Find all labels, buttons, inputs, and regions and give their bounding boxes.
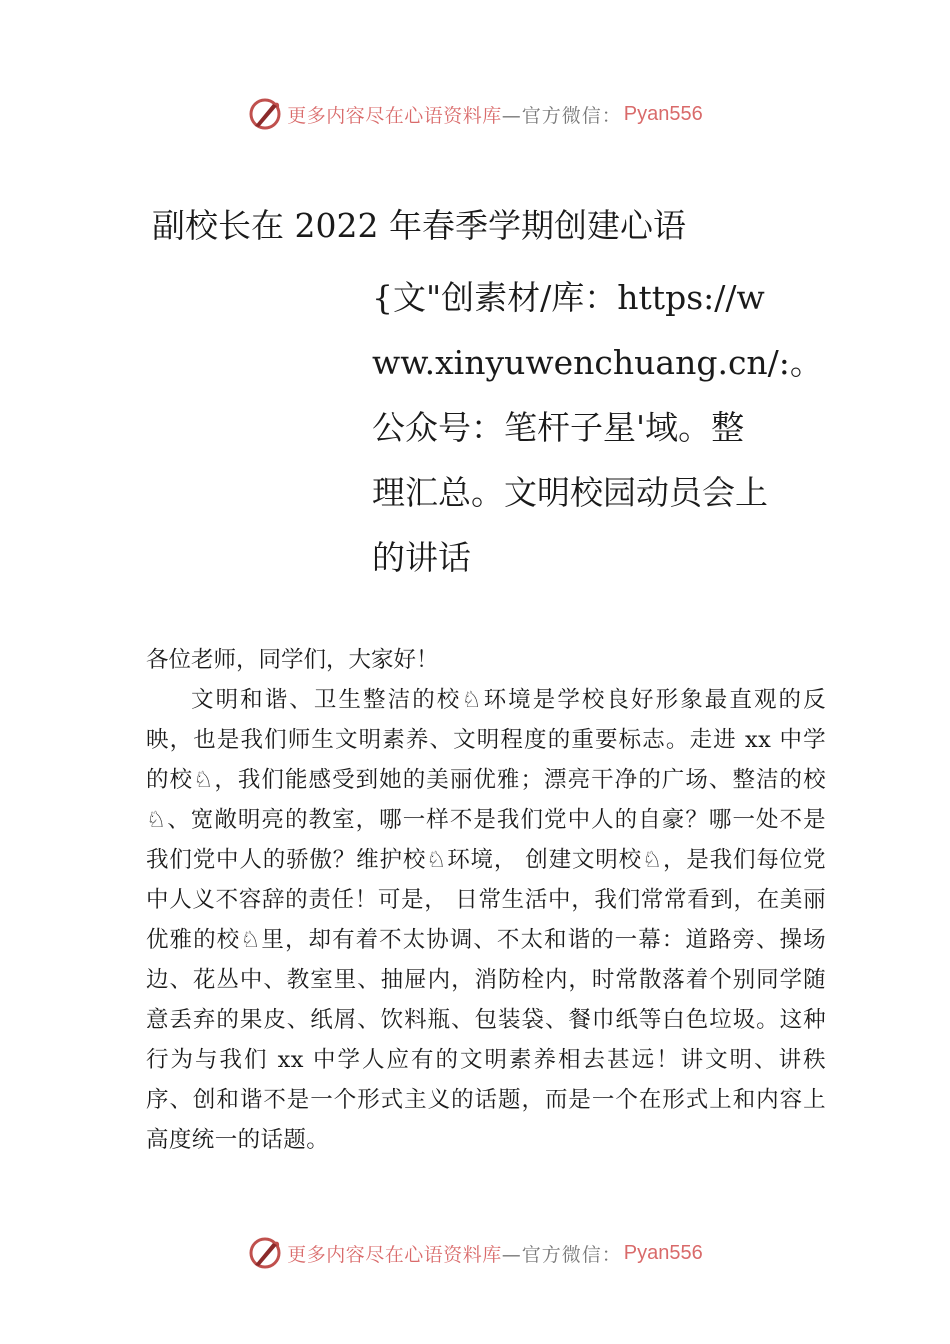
banner-wechat-label: —官方微信：: [501, 1243, 622, 1266]
title-line: ww.xinyuwenchuang.cn/:。: [372, 343, 823, 382]
document-title-continued: [372, 265, 823, 590]
banner-title: 更多内容尽在心语资料库: [287, 1243, 502, 1266]
header-banner: [0, 92, 950, 136]
banner-title: 更多内容尽在心语资料库: [287, 104, 502, 127]
title-line: 理汇总。文明校园动员会上: [372, 473, 768, 512]
quill-pen-circle-icon: [247, 1235, 283, 1271]
banner-wechat-id: Pyan556: [623, 1241, 703, 1264]
body-paragraph: 文明和谐、卫生整洁的校♘环境是学校良好形象最直观的反映，也是我们师生文明素养、文明程度的重要标志。走进 xx 中学的校♘，我们能感受到她的美丽优雅；漂亮干净的广场、整洁的校♘、宽敞明亮的教室，哪一样不是我们党中人的自豪？哪一处不是我们党中人的骄傲？维护校♘环境， 创建文明校♘，是我们每位党中人义不容辞的责任！可是， 日常生活中，我们常常看到，在美丽优雅的校♘里，却有着不太协调、不太和谐的一幕：道路旁、操场边、花丛中、教室里、抽屉内，消防栓内，时常散落着个别同学随意丢弃的果皮、纸屑、饮料瓶、包装袋、餐巾纸等白色垃圾。这种行为与我们 xx 中学人应有的文明素养相去甚远！讲文明、讲秩序、创和谐不是一个形式主义的话题，而是一个在形式上和内容上高度统一的话题。: [146, 687, 826, 1153]
banner-wechat-label: —官方微信：: [501, 104, 622, 127]
footer-banner: [0, 1231, 950, 1275]
title-line: 的讲话: [372, 538, 471, 577]
document-body: [146, 640, 826, 1160]
greeting: 各位老师，同学们，大家好！: [146, 647, 439, 673]
title-line: 公众号：笔杆子星'域。整: [372, 408, 745, 447]
title-line: {文"创素材/库：https://w: [372, 278, 765, 317]
banner-wechat-id: Pyan556: [623, 102, 703, 125]
quill-pen-circle-icon: [247, 96, 283, 132]
document-title-line: 副校长在 2022 年春季学期创建心语: [152, 206, 686, 245]
